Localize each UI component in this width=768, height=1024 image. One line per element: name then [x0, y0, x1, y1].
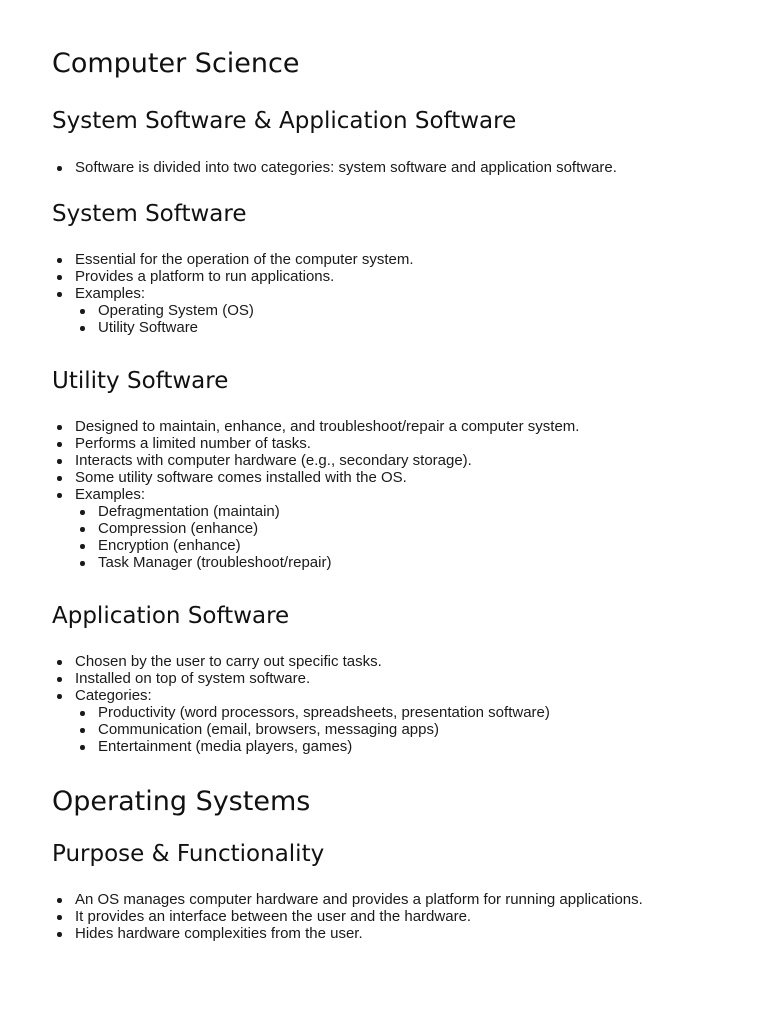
nested-bullet-list	[52, 704, 550, 755]
list-item: Examples:	[52, 285, 414, 302]
nested-list-item: Task Manager (troubleshoot/repair)	[75, 554, 579, 571]
list-item: Essential for the operation of the computer system.	[52, 251, 414, 268]
section-heading-system-software: System Software	[52, 201, 247, 227]
nested-list-item: Operating System (OS)	[75, 302, 414, 319]
section-heading-application-software: Application Software	[52, 603, 290, 629]
list-item: Designed to maintain, enhance, and troubleshoot/repair a computer system.	[52, 418, 579, 435]
list-item: An OS manages computer hardware and provides a platform for running applications.	[52, 891, 643, 908]
nested-list-container	[52, 503, 579, 571]
list-item: Hides hardware complexities from the user.	[52, 925, 643, 942]
nested-list-container	[52, 302, 414, 336]
list-item: Categories:	[52, 687, 550, 704]
nested-list-item: Utility Software	[75, 319, 414, 336]
nested-list-item: Encryption (enhance)	[75, 537, 579, 554]
list-item: Provides a platform to run applications.	[52, 268, 414, 285]
bullet-list-application-software	[52, 653, 550, 755]
document-title-operating-systems: Operating Systems	[52, 786, 311, 817]
bullet-list-purpose-and-functionality	[52, 891, 643, 942]
list-item: Installed on top of system software.	[52, 670, 550, 687]
nested-list-item: Communication (email, browsers, messaging apps)	[75, 721, 550, 738]
section-heading-purpose-and-functionality: Purpose & Functionality	[52, 841, 325, 867]
list-item: Interacts with computer hardware (e.g., secondary storage).	[52, 452, 579, 469]
bullet-list-system-and-application-software	[52, 159, 617, 176]
nested-list-item: Defragmentation (maintain)	[75, 503, 579, 520]
list-item: Chosen by the user to carry out specific tasks.	[52, 653, 550, 670]
bullet-list-system-software	[52, 251, 414, 336]
section-heading-system-and-application-software: System Software & Application Software	[52, 108, 517, 134]
nested-list-container	[52, 704, 550, 755]
list-item: Performs a limited number of tasks.	[52, 435, 579, 452]
section-heading-utility-software: Utility Software	[52, 368, 229, 394]
list-item: Software is divided into two categories: system software and application software.	[52, 159, 617, 176]
list-item: It provides an interface between the user and the hardware.	[52, 908, 643, 925]
list-item: Some utility software comes installed with the OS.	[52, 469, 579, 486]
list-item: Examples:	[52, 486, 579, 503]
nested-list-item: Entertainment (media players, games)	[75, 738, 550, 755]
nested-list-item: Compression (enhance)	[75, 520, 579, 537]
nested-list-item: Productivity (word processors, spreadsheets, presentation software)	[75, 704, 550, 721]
document-title: Computer Science	[52, 48, 300, 79]
nested-bullet-list	[52, 302, 414, 336]
nested-bullet-list	[52, 503, 579, 571]
bullet-list-utility-software	[52, 418, 579, 571]
